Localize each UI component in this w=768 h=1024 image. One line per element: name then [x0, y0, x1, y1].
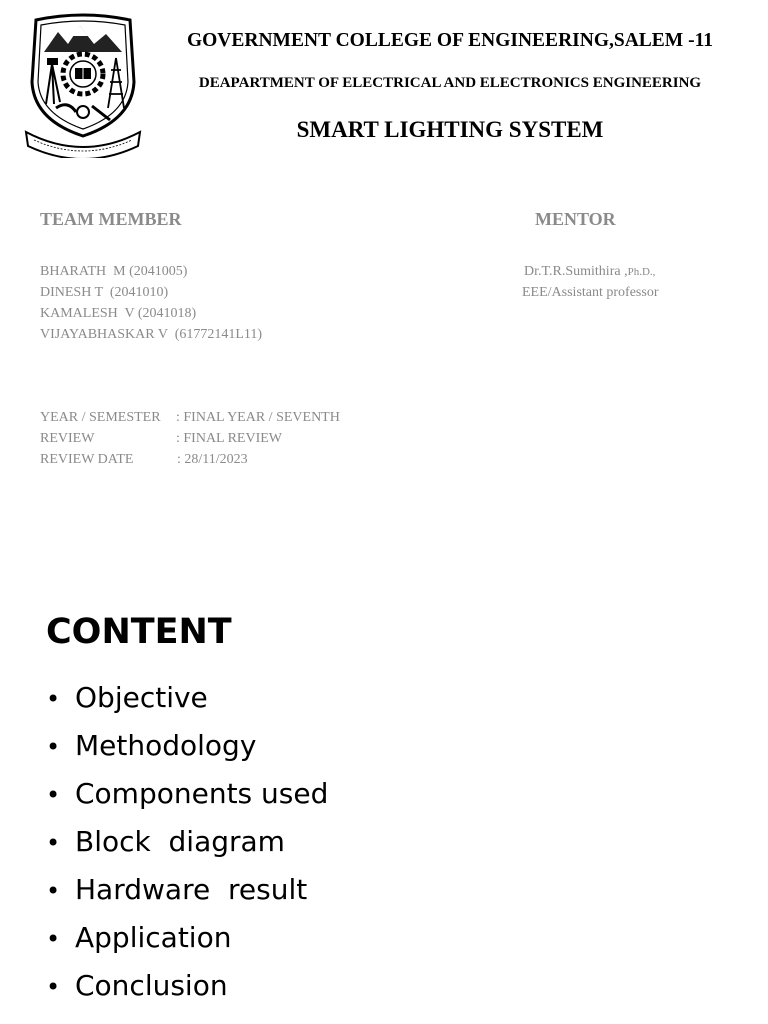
- bullet-icon: •: [46, 685, 61, 713]
- content-item-label: Hardware result: [75, 873, 308, 906]
- meta-key: YEAR / SEMESTER: [40, 410, 161, 425]
- bullet-icon: •: [46, 829, 61, 857]
- bullet-icon: •: [46, 925, 61, 953]
- team-member: BHARATH M (2041005): [40, 264, 188, 279]
- mentor-heading: MENTOR: [535, 209, 616, 229]
- team-member: VIJAYABHASKAR V (61772141L11): [40, 327, 263, 342]
- bullet-icon: •: [46, 877, 61, 905]
- meta-value: : FINAL REVIEW: [176, 431, 283, 446]
- content-heading: CONTENT: [46, 612, 232, 652]
- bullet-icon: •: [46, 781, 61, 809]
- content-item-label: Methodology: [75, 729, 257, 762]
- team-heading: TEAM MEMBER: [40, 209, 182, 229]
- mentor-name-text: Dr.T.R.Sumithira ,: [524, 264, 628, 279]
- meta-row-review: [40, 428, 282, 449]
- content-item: [46, 674, 328, 722]
- meta-key: REVIEW: [40, 431, 95, 446]
- team-member-list: [40, 261, 262, 345]
- meta-row-review-date: [40, 449, 248, 470]
- meta-key: REVIEW DATE: [40, 452, 134, 467]
- content-item-label: Block diagram: [75, 825, 285, 858]
- meta-row-year: [40, 407, 340, 428]
- mentor-degree: Ph.D.,: [627, 266, 656, 278]
- college-name: GOVERNMENT COLLEGE OF ENGINEERING,SALEM -11: [186, 30, 714, 51]
- mentor-role: EEE/Assistant professor: [522, 285, 659, 300]
- project-title: SMART LIGHTING SYSTEM: [296, 117, 604, 142]
- content-item: [46, 962, 328, 1010]
- content-item: [46, 770, 328, 818]
- bullet-icon: •: [46, 973, 61, 1001]
- meta-value: : FINAL YEAR / SEVENTH: [176, 410, 340, 425]
- content-item: [46, 914, 328, 962]
- team-member: DINESH T (2041010): [40, 285, 169, 300]
- content-item-label: Components used: [75, 777, 329, 810]
- content-item: [46, 866, 328, 914]
- content-item-label: Application: [75, 921, 232, 954]
- content-list: [46, 674, 328, 1010]
- content-item: [46, 818, 328, 866]
- content-item-label: Objective: [75, 681, 208, 714]
- content-item-label: Conclusion: [75, 969, 228, 1002]
- meta-value: : 28/11/2023: [177, 452, 248, 467]
- mentor-name: [524, 261, 655, 283]
- department-name: DEAPARTMENT OF ELECTRICAL AND ELECTRONICS ENGINEERING: [198, 75, 702, 91]
- bullet-icon: •: [46, 733, 61, 761]
- content-item: [46, 722, 328, 770]
- team-member: KAMALESH V (2041018): [40, 306, 197, 321]
- college-logo: [22, 12, 144, 158]
